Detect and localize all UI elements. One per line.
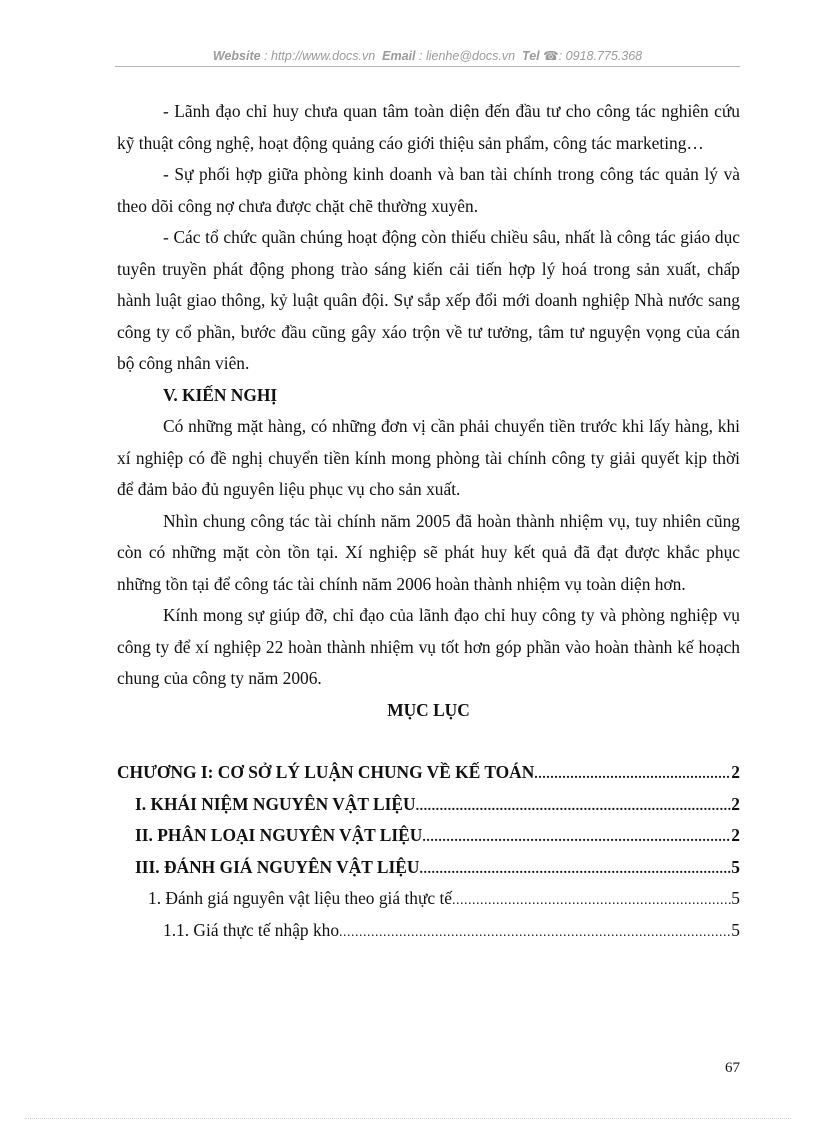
website-label: Website — [212, 49, 261, 63]
toc-leader-dots — [416, 791, 732, 823]
page-header — [115, 48, 740, 63]
toc-entry-label: I. KHÁI NIỆM NGUYÊN VẬT LIỆU — [135, 793, 416, 814]
toc-entry-page: 5 — [731, 919, 740, 940]
toc-spacer — [117, 726, 740, 757]
toc-entry-label: II. PHÂN LOẠI NGUYÊN VẬT LIỆU — [135, 825, 423, 845]
toc-entry[interactable] — [117, 852, 740, 884]
toc-entry-page: 5 — [731, 888, 740, 908]
email-label: Email — [382, 49, 416, 63]
phone-icon: ☎ — [543, 49, 559, 63]
email-value: : lienhe@docs.vn — [419, 49, 516, 63]
section-heading: V. KIẾN NGHỊ — [163, 384, 278, 405]
toc-leader-dots — [452, 885, 731, 917]
toc-entry[interactable] — [117, 883, 740, 915]
paragraph-1: Có những mặt hàng, có những đơn vị cần phải chuyển tiền trước khi lấy hàng, khi xí nghiệp có đề nghị chuyển tiền kính mong phòng tài chính công ty giải quyết kịp thời để đảm bảo đủ nguyên liệu phục vụ cho sản xuất. — [117, 416, 740, 499]
toc-entry-label: III. ĐÁNH GIÁ NGUYÊN VẬT LIỆU — [135, 856, 420, 877]
toc-entry-label: CHƯƠNG I: CƠ SỞ LÝ LUẬN CHUNG VỀ KẾ TOÁN — [117, 762, 535, 782]
tel-label: Tel — [522, 49, 540, 63]
bullet-paragraph-3: - Các tổ chức quần chúng hoạt động còn thiếu chiều sâu, nhất là công tác giáo dục tuyên truyền phát động phong trào sáng kiến cải tiến hợp lý hoá trong sản xuất, chấp hành luật giao thông, kỷ luật quân đội. Sự sắp xếp đổi mới doanh nghiệp Nhà nước sang công ty cổ phần, bước đầu cũng gây xáo trộn về tư tưởng, tâm tư nguyện vọng của cán bộ công nhân viên. — [117, 227, 740, 373]
website-value: : http://www.docs.vn — [264, 49, 376, 63]
bullet-paragraph-2: - Sự phối hợp giữa phòng kinh doanh và ban tài chính trong công tác quản lý và theo dõi công nợ chưa được chặt chẽ thường xuyên. — [117, 164, 740, 216]
toc-entry[interactable] — [117, 789, 740, 821]
toc-entry-label: 1. Đánh giá nguyên vật liệu theo giá thực tế — [148, 888, 453, 908]
page-number: 67 — [725, 1060, 740, 1076]
toc-entry-page: 2 — [731, 825, 740, 845]
paragraph-3: Kính mong sự giúp đỡ, chỉ đạo của lãnh đạo chỉ huy công ty và phòng nghiệp vụ công ty để xí nghiệp 22 hoàn thành nhiệm vụ tốt hơn góp phần vào hoàn thành kế hoạch chung của công ty năm 2006. — [117, 605, 740, 688]
toc-entry[interactable] — [117, 757, 740, 789]
header-divider — [115, 66, 740, 67]
toc-leader-dots — [534, 759, 731, 791]
toc-title: MỤC LỤC — [387, 699, 470, 720]
toc-entry-page: 5 — [731, 856, 740, 877]
page-body — [117, 96, 740, 946]
toc-leader-dots — [422, 822, 731, 854]
toc-leader-dots — [419, 854, 731, 886]
bullet-paragraph-1: - Lãnh đạo chỉ huy chưa quan tâm toàn diện đến đầu tư cho công tác nghiên cứu kỹ thuật công nghệ, hoạt động quảng cáo giới thiệu sản phẩm, công tác marketing… — [117, 101, 740, 153]
toc-entry-page: 2 — [731, 793, 740, 814]
toc-leader-dots — [339, 917, 731, 949]
tel-value: : 0918.775.368 — [558, 49, 643, 63]
toc-entry-page: 2 — [731, 762, 740, 782]
paragraph-2: Nhìn chung công tác tài chính năm 2005 đã hoàn thành nhiệm vụ, tuy nhiên cũng còn có những mặt còn tồn tại. Xí nghiệp sẽ phát huy kết quả đã đạt được khắc phục những tồn tại để công tác tài chính năm 2006 hoàn thành nhiệm vụ toàn diện hơn. — [117, 510, 740, 594]
toc-entry-label: 1.1. Giá thực tế nhập kho — [163, 919, 340, 940]
toc-entry[interactable] — [117, 915, 740, 947]
toc-entry[interactable] — [117, 820, 740, 852]
page-bottom-divider — [25, 1118, 791, 1119]
